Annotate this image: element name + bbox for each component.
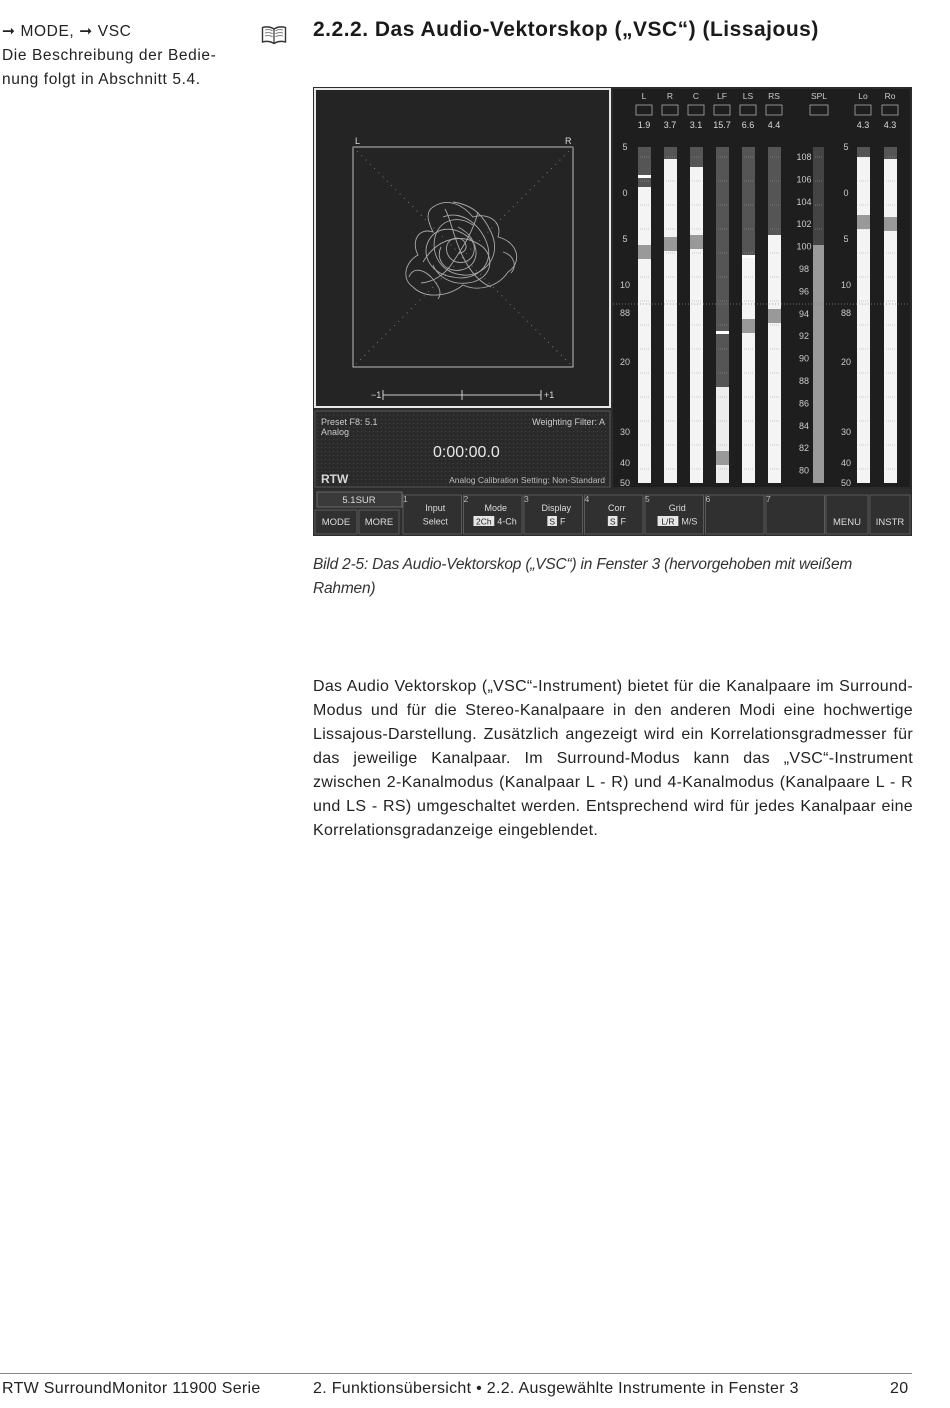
vsc-right-label: R xyxy=(565,136,572,146)
figure-caption: Bild 2-5: Das Audio-Vektorskop („VSC“) in Fenster 3 (hervorgehoben mit weißem Rahmen) xyxy=(313,556,853,597)
downmix-value: 4.3 xyxy=(883,120,897,130)
mode-tab-label: 5.1SUR xyxy=(342,495,376,506)
softkey-number: 5 xyxy=(645,494,650,504)
preset-label: Preset F8: 5.1 xyxy=(321,417,378,427)
scale-tick-label: 88 xyxy=(619,308,631,318)
sidenote-link-mode[interactable]: MODE, xyxy=(20,23,75,40)
downmix-label: Ro xyxy=(884,91,896,101)
scale-tick-label: 30 xyxy=(840,427,852,437)
sidenote-link-vsc[interactable]: VSC xyxy=(97,23,132,40)
meter-lf-level xyxy=(716,387,729,483)
correlation-minus-label: −1 xyxy=(371,390,382,400)
meter-ls-level xyxy=(742,257,755,483)
book-icon xyxy=(261,25,287,45)
meter-l-marker xyxy=(638,175,651,178)
meter-rs-marker xyxy=(768,309,781,323)
meter-ls-marker xyxy=(742,319,755,333)
softkey-option-label: F xyxy=(559,516,566,527)
softkey-label: Display xyxy=(541,503,572,513)
meter-lo-level xyxy=(857,157,870,483)
softkey-number: 1 xyxy=(403,494,408,504)
meter-r-level xyxy=(664,159,677,483)
footer-section: 2. Funktionsübersicht • 2.2. Ausgewählte Instrumente in Fenster 3 xyxy=(313,1380,799,1397)
channel-value: 1.9 xyxy=(637,120,651,130)
softkey-4[interactable] xyxy=(585,495,644,534)
spl-label: SPL xyxy=(810,91,828,101)
scale-tick-label: 5 xyxy=(622,234,628,244)
softkey-number: 6 xyxy=(705,494,711,504)
scale-tick-label: 50 xyxy=(619,478,631,488)
softkey-label: Corr xyxy=(608,503,626,513)
meter-c-marker xyxy=(690,235,703,249)
softkey-selected-label: 2Ch xyxy=(476,516,492,527)
downmix-label: Lo xyxy=(858,91,868,101)
meter-rs-level xyxy=(768,235,781,483)
sidenote-line: Die Beschreibung der Bedie- xyxy=(2,47,217,64)
softkey-5[interactable] xyxy=(645,495,704,534)
channel-label-r: R xyxy=(666,91,674,101)
time-readout: 0:00:00.0 xyxy=(433,444,500,461)
channel-label-l: L xyxy=(641,91,647,101)
softkeys xyxy=(403,494,825,534)
arrow-right-icon: ➞ xyxy=(2,23,16,40)
meter-r-marker xyxy=(664,237,677,251)
rtw-screen xyxy=(313,87,912,536)
footer-product: RTW SurroundMonitor 11900 Serie xyxy=(2,1380,261,1397)
sidenote xyxy=(2,20,252,92)
meter-ls-marker xyxy=(742,255,755,258)
spl-tick-label: 104 xyxy=(796,196,812,207)
softkey-number: 3 xyxy=(524,494,529,504)
softkey-label: Grid xyxy=(668,503,686,513)
meter-ro-level xyxy=(884,159,897,483)
spl-tick-label: 88 xyxy=(798,376,810,386)
spl-tick-label: 102 xyxy=(796,219,812,230)
scale-tick-label: 50 xyxy=(840,478,852,488)
scale-tick-label: 40 xyxy=(840,458,852,468)
spl-tick-label: 84 xyxy=(798,420,810,431)
softkey-number: 2 xyxy=(463,494,469,504)
rtw-screen-figure xyxy=(313,87,912,536)
scale-tick-label: 30 xyxy=(619,427,631,437)
spl-tick-label: 106 xyxy=(796,174,812,185)
softkey-7[interactable] xyxy=(766,495,825,534)
spl-tick-label: 86 xyxy=(798,398,810,409)
scale-tick-label: 20 xyxy=(619,357,631,367)
mode-button-label: MODE xyxy=(321,517,351,528)
channel-value: 3.1 xyxy=(689,120,703,130)
weighting-filter-label: Weighting Filter: A xyxy=(532,417,605,427)
softkey-option-label: 4-Ch xyxy=(497,516,517,527)
spl-tick-label: 92 xyxy=(798,331,810,342)
scale-tick-label: 5 xyxy=(622,142,628,152)
channel-value: 15.7 xyxy=(713,120,731,130)
more-button-label: MORE xyxy=(364,517,394,528)
menu-button[interactable] xyxy=(826,495,868,534)
section-heading: 2.2.2. Das Audio-Vektorskop („VSC“) (Lissajous) xyxy=(313,18,819,41)
spl-tick-label: 90 xyxy=(798,353,810,364)
menu-button-label: MENU xyxy=(833,517,861,528)
scale-tick-label: 20 xyxy=(840,357,852,367)
preset-sub-label: Analog xyxy=(321,427,350,437)
softkey-number: 7 xyxy=(766,494,771,504)
correlation-plus-label: +1 xyxy=(544,390,555,400)
softkey-label: Input xyxy=(425,503,446,513)
scale-tick-label: 10 xyxy=(619,280,631,290)
softkey-6[interactable] xyxy=(706,495,765,534)
arrow-right-icon: ➞ xyxy=(79,23,93,40)
softkey-2[interactable] xyxy=(464,495,523,534)
softkey-1[interactable] xyxy=(403,495,462,534)
meter-l-marker xyxy=(638,245,651,259)
softkey-option-label: F xyxy=(620,516,626,527)
downmix-value: 4.3 xyxy=(856,120,870,130)
spl-tick-label: 94 xyxy=(798,308,810,319)
body-text xyxy=(313,675,913,843)
spl-tick-label: 82 xyxy=(798,443,810,454)
scale-tick-label: 5 xyxy=(843,234,849,244)
scale-tick-label: 5 xyxy=(843,142,849,152)
scale-tick-label: 88 xyxy=(840,308,852,318)
spl-tick-label: 108 xyxy=(796,152,812,162)
scale-tick-label: 0 xyxy=(843,188,849,198)
instr-button-label: INSTR xyxy=(875,517,905,528)
instr-button[interactable] xyxy=(870,495,910,534)
meter-lf-marker xyxy=(716,451,729,465)
softkey-option-label: M/S xyxy=(681,516,698,527)
sidenote-links xyxy=(2,20,252,44)
meter-spl-level xyxy=(813,245,824,483)
rtw-logo: RTW xyxy=(321,472,349,486)
scale-tick-label: 10 xyxy=(840,280,852,290)
channel-value: 6.6 xyxy=(741,120,755,130)
sidenote-line: nung folgt in Abschnitt 5.4. xyxy=(2,71,201,88)
spl-tick-label: 80 xyxy=(798,465,810,476)
body-paragraph: Das Audio Vektorskop („VSC“-Instrument) bietet für die Kanalpaare im Surround-Modus und für die Stereo-Kanalpaare in den anderen Modi eine hochwertige Lissajous-Darstellung. Zusätzlich angezeigt wird ein Korrelationsgradmesser für das jeweilige Kanalpaar. Im Surround-Modus kann das „VSC“-Instrument zwischen 2-Kanalmodus (Kanalpaar L - R) und 4-Kanalmodus (Kanalpaare L - R und LS - RS) umgeschaltet werden. Entsprechend wird für jedes Kanalpaar eine Korrelationsgradanzeige eingeblendet. xyxy=(313,678,913,839)
spl-tick-label: 100 xyxy=(796,241,812,252)
meter-l-level xyxy=(638,187,651,483)
page-number: 20 xyxy=(890,1380,909,1397)
channel-value: 4.4 xyxy=(767,120,781,130)
channel-label-ls: LS xyxy=(742,91,754,101)
channel-label-lf: LF xyxy=(717,91,727,101)
scale-tick-label: 40 xyxy=(619,458,631,468)
softkey-option-label: Select xyxy=(422,516,448,527)
scale-tick-label: 0 xyxy=(622,188,628,198)
meter-lo-marker xyxy=(857,215,870,229)
softkey-selected-label: L/R xyxy=(661,516,675,527)
footer-rule xyxy=(0,1373,912,1374)
softkey-number: 4 xyxy=(584,494,590,504)
vsc-left-label: L xyxy=(355,136,361,146)
softkey-3[interactable] xyxy=(524,495,583,534)
softkey-selected-label: S xyxy=(609,516,616,527)
softkey-selected-label: S xyxy=(549,516,555,527)
spl-tick-label: 98 xyxy=(798,264,810,274)
channel-label-c: C xyxy=(692,91,700,101)
spl-tick-label: 96 xyxy=(798,286,810,297)
channel-value: 3.7 xyxy=(663,120,677,130)
calibration-label: Analog Calibration Setting: Non-Standard xyxy=(449,475,605,485)
meter-lf-marker xyxy=(716,331,729,334)
softkey-label: Mode xyxy=(484,503,508,513)
channel-label-rs: RS xyxy=(768,91,780,101)
